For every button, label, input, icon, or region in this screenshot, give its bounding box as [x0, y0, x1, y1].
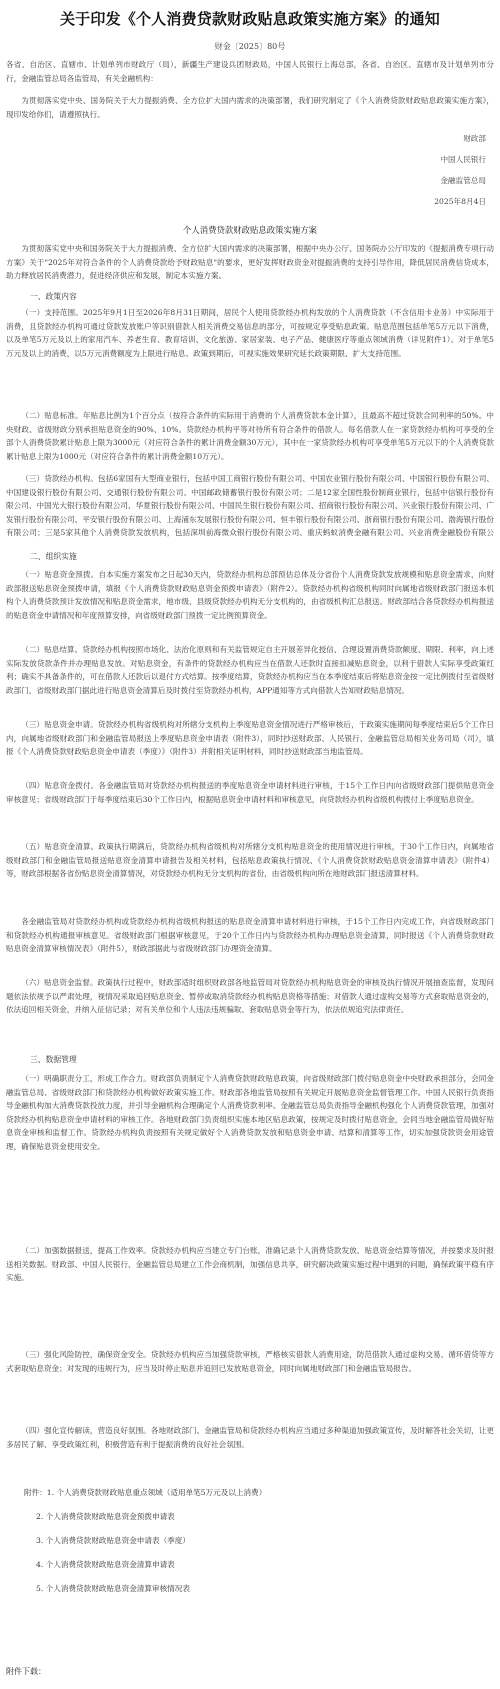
paragraph-clearing-review: 各金融监管局对贷款经办机构或贷款经办机构省级机构报送的贴息资金清算申请材料进行审核，于15个工作日内完成工作，向省级财政部门和贷款经办机构通报审核意见。省级财政部门根据审核意见，于20个工作日内与贷款经办机构办理贴息资金清算，同时报送《个人消费贷款财政贴息资金清算审核情况表》（附件5），财政部据此与省级财政部门办理资金清算。: [6, 917, 494, 954]
paragraph-clearing: （五）贴息资金清算。政策执行期满后，贷款经办机构省级机构对所辖分支机构贴息资金的使用情况进行审核，于30个工作日内，向属地省级财政部门和金融监管局报送贴息资金清算申请报告及相关材料，包括贴息政策执行情况、《个人消费贷款财政贴息资金清算申请表》（附件4）等，财政部根据各省份贴息资金清算情况，对贷款经办机构无分支机构的省份，由省级机构向所在地财政部门报送清算材料。: [6, 842, 494, 879]
attachment-item-1[interactable]: 1. 个人消费贷款财政贴息重点领域（适用单笔5万元及以上消费）: [46, 1488, 267, 1497]
paragraph-responsibilities: （一）明确职责分工，形成工作合力。财政部负责制定个人消费贷款财政贴息政策，向省级财政部门拨付贴息资金中央财政承担部分，会同金融监管总局、省级财政部门和贷款经办机构做好政策实施工作。财政部各地监管局按照有关规定开展贴息资金监督管理工作。中国人民银行负责指导金融机构加大消费贷款投放力度，并引导金融机构合理确定个人消费贷款利率。金融监管总局负责指导金融机构强化个人消费贷款管理，加强对贷款经办机构贴息资金申请材料的审核工作。各地财政部门负责组织实施本地区贴息政策，按规定及时拨付贴息资金，会同当地金融监管局做好贴息资金审核和监督工作。贷款经办机构负责按照有关规定做好个人消费贷款发放和贴息资金申请、结算和清算等工作，切实加强贷款资金用途管理，确保贴息资金使用安全。: [6, 1074, 494, 1151]
attachment-item-2[interactable]: 2. 个人消费贷款财政贴息资金预拨申请表: [36, 1512, 175, 1521]
paragraph-scope: （一）支持范围。2025年9月1日至2026年8月31日期间，居民个人使用贷款经办机构发放的个人消费贷款（不含信用卡业务）中实际用于消费，且贷款经办机构可通过贷款发放账户等识别借款人相关消费交易信息的部分，可按规定享受贴息政策。贴息范围包括单笔5万元以下消费，以及单笔5万元及以上的家用汽车、养老生育、教育培训、文化旅游、家居家装、电子产品、健康医疗等重点领域消费（详见附件1）。对于单笔5万元及以上的消费，以5万元消费额度为上限进行贴息。政策到期后，可视实施效果研究延长政策期限、扩大支持范围。: [6, 308, 494, 358]
paragraph-risk-control: （三）强化风险防控，确保资金安全。贷款经办机构应当加强贷款审核，严格核实借款人消费用途，防范借款人通过虚构交易、循环借贷等方式套取贴息资金；对发现的违规行为，应当及时停止贴息并追回已发放贴息资金，同时向属地财政部门和金融监管局报告。: [6, 1350, 494, 1373]
document-number: 财金〔2025〕80号: [214, 42, 286, 51]
attachments-label-text: 附件：: [24, 1488, 47, 1497]
notice-date: 2025年8月4日: [434, 197, 486, 206]
paragraph-data-reporting: （二）加强数据报送，提高工作效率。贷款经办机构应当建立专门台账，准确记录个人消费贷款发放、贴息资金结算等情况，并按要求及时报送相关数据。财政部、中国人民银行、金融监管总局建立工作会商机制，加强信息共享，研究解决政策实施过程中遇到的问题，确保政策平稳有序实施。: [6, 1246, 494, 1283]
signer-pboc: 中国人民银行: [440, 155, 486, 164]
paragraph-supervision: （六）贴息资金监督。政策执行过程中，财政部适时组织财政部各地监管局对贷款经办机构贴息资金的审核及执行情况开展抽查监督，发现问题依法依规予以严肃处理，视情况采取追回贴息资金、暂停或取消贷款经办机构贴息资格等措施；对借款人通过虚构交易等方式套取贴息资金的，依法追回相关资金，并纳入征信记录；对有关单位和个人违法违规骗取、套取贴息资金等行为，依法依规追究法律责任。: [6, 978, 494, 1015]
section-heading-data: 三、数据管理: [30, 1055, 77, 1064]
plan-intro: 为贯彻落实党中央和国务院关于大力提振消费、全方位扩大国内需求的决策部署，根据中央办公厅、国务院办公厅印发的《提振消费专项行动方案》关于"2025年对符合条件的个人消费贷款给予财政贴息"的要求，更好发挥财政资金对提振消费的支持引导作用，降低居民消费信贷成本，助力释放居民消费潜力，促进经济供应和发展，制定本实施方案。: [6, 244, 494, 281]
signer-mof: 财政部: [463, 134, 486, 143]
plan-title: 个人消费贷款财政贴息政策实施方案: [183, 225, 317, 235]
signer-nfra: 金融监管总局: [440, 176, 486, 185]
paragraph-application: （三）贴息资金申请。贷款经办机构省级机构对所辖分支机构上季度贴息资金情况进行严格审核后，于政策实施期间每季度结束后5个工作日内，向属地省级财政部门和金融监管局报送上季度贴息资金申请表（附件3），同时抄送财政部、人民银行、金融监管总局相关业务司局（司），填报《个人消费贷款财政贴息资金申请表（季度）》（附件3）并附相关证明材料，同时抄送财政部当地监管局。: [6, 720, 494, 757]
attachment-item-4[interactable]: 4. 个人消费贷款财政贴息资金清算申请表: [36, 1560, 175, 1569]
attachment-item-5[interactable]: 5. 个人消费贷款财政贴息资金清算审核情况表: [36, 1584, 190, 1593]
paragraph-prepay: （一）贴息资金预拨。自本实施方案发布之日起30天内，贷款经办机构总部预估总体及分省份个人消费贷款发放规模和贴息资金需求，向财政部报送贴息资金预拨申请，填报《个人消费贷款财政贴息资金预拨申请表》（附件2）。贷款经办机构省级机构同时向属地省级财政部门报送本机构个人消费贷款预计发放情况和贴息资金需求，地市级、县级贷款经办机构无分支机构的，由省级机构汇总报送。财政部结合各贷款经办机构报送的贴息资金申请情况和年度预算安排，向省级财政部门预拨一定比例预算资金。: [6, 570, 494, 620]
notice-body: 为贯彻落实党中央、国务院关于大力提振消费、全方位扩大国内需求的决策部署，我们研究制定了《个人消费贷款财政贴息政策实施方案》，现印发给你们，请遵照执行。: [6, 96, 494, 119]
paragraph-settlement: （二）贴息结算。贷款经办机构按照市场化、法治化原则和有关监管规定自主开展差异化授信、合理设置消费贷款额度、期限、利率，向上述实际发放贷款条件并办理贴息发放。对贴息资金，有条件的贷款经办机构应当在借款人还款时直接扣减贴息资金，以利于借款人实际享受政策红利；确实不具备条件的，可在借款人还款后以退付方式结算。按季度结算，贷款经办机构应当在本季度结束后将贴息资金按一定比例拨付至省级财政部门，省级财政部门据此进行贴息资金清算后及时拨付至贷款经办机构，APP通知等方式向借款人告知财政贴息情况。: [6, 645, 494, 695]
paragraph-institutions: （三）贷款经办机构。包括6家国有大型商业银行，包括中国工商银行股份有限公司、中国农业银行股份有限公司、中国银行股份有限公司、中国建设银行股份有限公司、交通银行股份有限公司、中国邮政储蓄银行股份有限公司；二是12家全国性股份制商业银行，包括中信银行股份有限公司、中国光大银行股份有限公司、华夏银行股份有限公司、中国民生银行股份有限公司、招商银行股份有限公司、兴业银行股份有限公司、广发银行股份有限公司、平安银行股份有限公司、上海浦东发展银行股份有限公司、恒丰银行股份有限公司、浙商银行股份有限公司、渤海银行股份有限公司；三是5家其他个人消费贷款发放机构，包括深圳前海微众银行股份有限公司、重庆蚂蚁消费金融有限公司、兴业消费金融股份有限公: [6, 474, 494, 538]
attachment-download-label: 附件下载：: [6, 1667, 46, 1676]
document-title: 关于印发《个人消费贷款财政贴息政策实施方案》的通知: [59, 10, 440, 28]
section-heading-implementation: 二、组织实施: [30, 552, 77, 561]
notice-addressees: 各省、自治区、直辖市、计划单列市财政厅（局），新疆生产建设兵团财政局，中国人民银行上海总部，各省、自治区、直辖市及计划单列市分行，金融监管总局各监管局，有关金融机构：: [6, 60, 494, 83]
paragraph-standard: （二）贴息标准。年贴息比例为1个百分点（按符合条件的实际用于消费的个人消费贷款本金计算），且最高不超过贷款合同利率的50%。中央财政、省级财政分别承担贴息资金的90%、10%。贷款经办机构平等对待所有符合条件的借款人。每名借款人在一家贷款经办机构可享受的全部个人消费贷款累计贴息上限为3000元（对应符合条件的累计消费金额30万元），其中在一家贷款经办机构可享受单笔5万元以下的个人消费贷款累计贴息上限为1000元（对应符合条件的累计消费金额10万元）。: [6, 411, 494, 461]
paragraph-disbursement: （四）贴息资金拨付。各金融监管局对贷款经办机构报送的季度贴息资金申请材料进行审核，于15个工作日内向省级财政部门提供贴息资金审核意见；省级财政部门于每季度结束后30个工作日内，根据贴息资金申请材料和审核意见，向贷款经办机构省级机构拨付上季度贴息资金。: [6, 781, 494, 804]
attachments-label: [24, 1487, 266, 1498]
paragraph-publicity: （四）强化宣传解读，营造良好氛围。各地财政部门、金融监管局和贷款经办机构应当通过多种渠道加强政策宣传，及时解答社会关切，让更多居民了解、享受政策红利，积极营造有利于提振消费的良好社会氛围。: [6, 1426, 494, 1449]
attachment-item-3[interactable]: 3. 个人消费贷款财政贴息资金申请表（季度）: [36, 1536, 190, 1545]
section-heading-policy: 一、政策内容: [30, 292, 77, 301]
